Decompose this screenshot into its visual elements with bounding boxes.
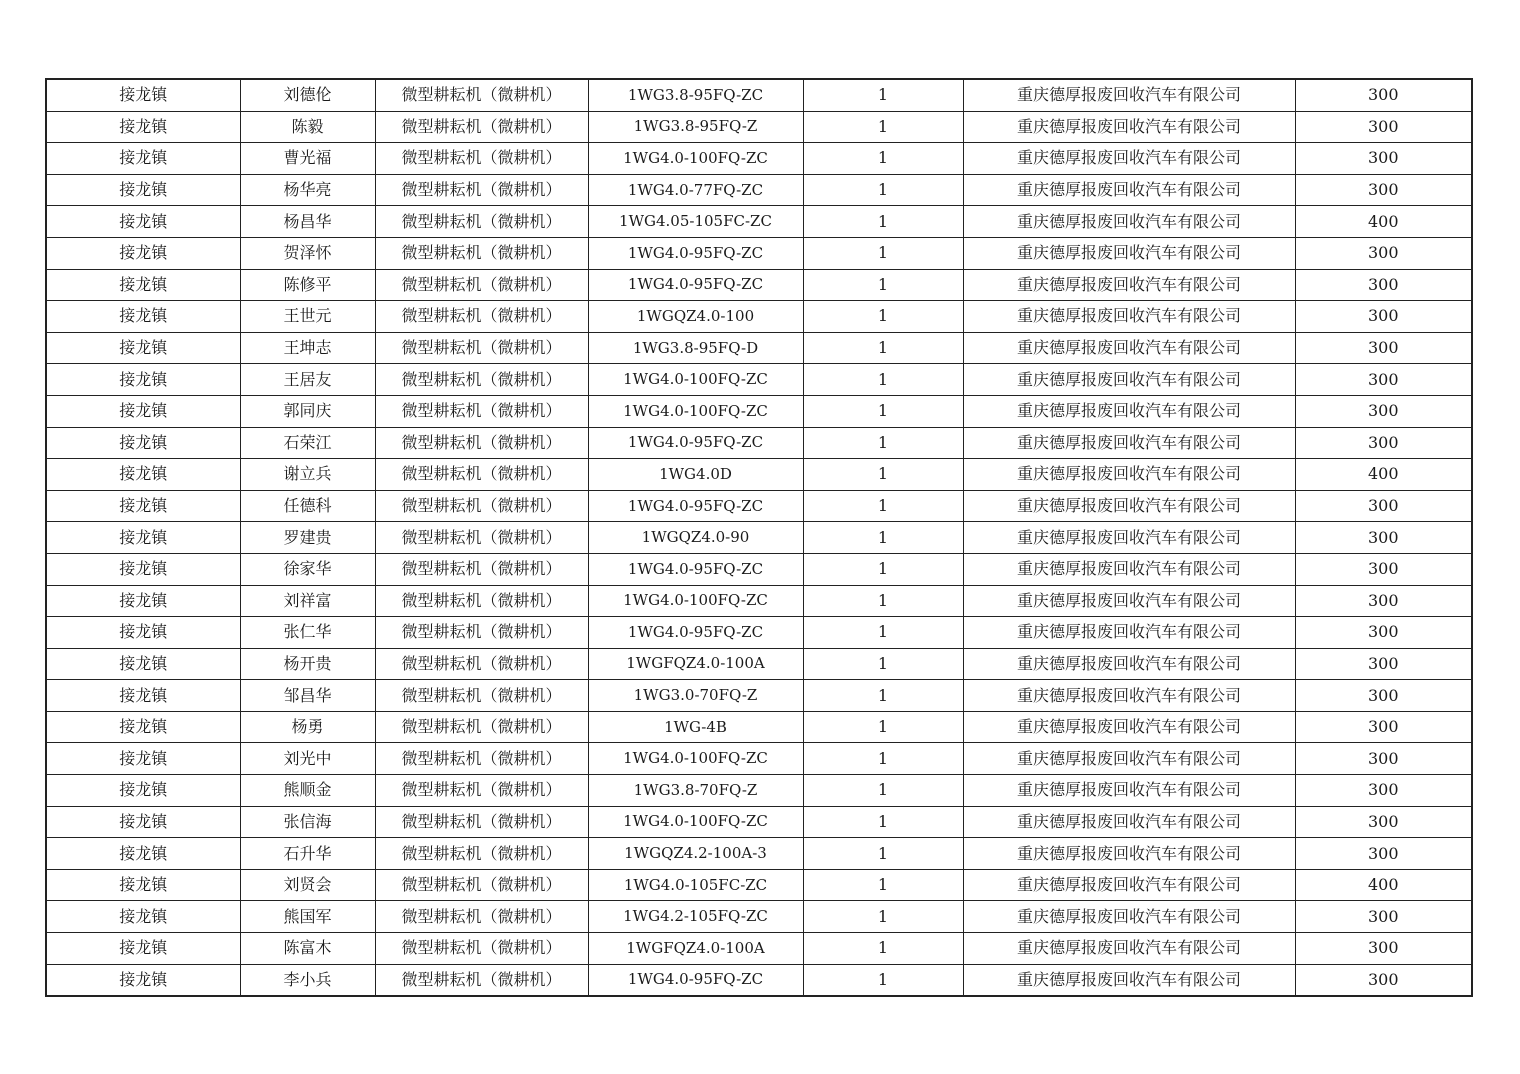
amount-cell: 300 xyxy=(1295,680,1472,712)
company-cell: 重庆德厚报废回收汽车有限公司 xyxy=(963,617,1295,649)
town-cell: 接龙镇 xyxy=(46,79,240,111)
quantity-cell: 1 xyxy=(803,490,963,522)
company-cell: 重庆德厚报废回收汽车有限公司 xyxy=(963,869,1295,901)
name-cell: 罗建贵 xyxy=(240,522,375,554)
machine-type-cell: 微型耕耘机（微耕机） xyxy=(375,522,588,554)
model-cell: 1WG4.0-95FQ-ZC xyxy=(588,269,803,301)
town-cell: 接龙镇 xyxy=(46,553,240,585)
model-cell: 1WGFQZ4.0-100A xyxy=(588,648,803,680)
model-cell: 1WG4.0-100FQ-ZC xyxy=(588,364,803,396)
amount-cell: 300 xyxy=(1295,332,1472,364)
table-row xyxy=(46,143,1472,175)
company-cell: 重庆德厚报废回收汽车有限公司 xyxy=(963,964,1295,996)
model-cell: 1WG4.2-105FQ-ZC xyxy=(588,901,803,933)
quantity-cell: 1 xyxy=(803,680,963,712)
town-cell: 接龙镇 xyxy=(46,648,240,680)
table-row xyxy=(46,332,1472,364)
quantity-cell: 1 xyxy=(803,964,963,996)
model-cell: 1WG4.0-95FQ-ZC xyxy=(588,553,803,585)
company-cell: 重庆德厚报废回收汽车有限公司 xyxy=(963,775,1295,807)
table-row xyxy=(46,79,1472,111)
model-cell: 1WG4.0-95FQ-ZC xyxy=(588,964,803,996)
model-cell: 1WG3.8-95FQ-D xyxy=(588,332,803,364)
town-cell: 接龙镇 xyxy=(46,522,240,554)
machine-type-cell: 微型耕耘机（微耕机） xyxy=(375,79,588,111)
quantity-cell: 1 xyxy=(803,237,963,269)
model-cell: 1WG3.8-70FQ-Z xyxy=(588,775,803,807)
town-cell: 接龙镇 xyxy=(46,933,240,965)
town-cell: 接龙镇 xyxy=(46,206,240,238)
name-cell: 贺泽怀 xyxy=(240,237,375,269)
name-cell: 张信海 xyxy=(240,806,375,838)
machine-type-cell: 微型耕耘机（微耕机） xyxy=(375,111,588,143)
quantity-cell: 1 xyxy=(803,395,963,427)
name-cell: 郭同庆 xyxy=(240,395,375,427)
machine-type-cell: 微型耕耘机（微耕机） xyxy=(375,206,588,238)
town-cell: 接龙镇 xyxy=(46,301,240,333)
machine-type-cell: 微型耕耘机（微耕机） xyxy=(375,364,588,396)
company-cell: 重庆德厚报废回收汽车有限公司 xyxy=(963,648,1295,680)
amount-cell: 300 xyxy=(1295,901,1472,933)
amount-cell: 300 xyxy=(1295,174,1472,206)
company-cell: 重庆德厚报废回收汽车有限公司 xyxy=(963,174,1295,206)
machine-type-cell: 微型耕耘机（微耕机） xyxy=(375,459,588,491)
town-cell: 接龙镇 xyxy=(46,427,240,459)
name-cell: 李小兵 xyxy=(240,964,375,996)
amount-cell: 300 xyxy=(1295,79,1472,111)
model-cell: 1WG3.0-70FQ-Z xyxy=(588,680,803,712)
model-cell: 1WG4.0-95FQ-ZC xyxy=(588,617,803,649)
table-row xyxy=(46,206,1472,238)
town-cell: 接龙镇 xyxy=(46,617,240,649)
machine-type-cell: 微型耕耘机（微耕机） xyxy=(375,395,588,427)
machine-type-cell: 微型耕耘机（微耕机） xyxy=(375,933,588,965)
quantity-cell: 1 xyxy=(803,838,963,870)
machine-type-cell: 微型耕耘机（微耕机） xyxy=(375,143,588,175)
company-cell: 重庆德厚报废回收汽车有限公司 xyxy=(963,143,1295,175)
quantity-cell: 1 xyxy=(803,143,963,175)
town-cell: 接龙镇 xyxy=(46,143,240,175)
model-cell: 1WG4.0-77FQ-ZC xyxy=(588,174,803,206)
amount-cell: 300 xyxy=(1295,490,1472,522)
quantity-cell: 1 xyxy=(803,206,963,238)
name-cell: 刘贤会 xyxy=(240,869,375,901)
table-row xyxy=(46,711,1472,743)
quantity-cell: 1 xyxy=(803,775,963,807)
model-cell: 1WG4.0-100FQ-ZC xyxy=(588,143,803,175)
company-cell: 重庆德厚报废回收汽车有限公司 xyxy=(963,427,1295,459)
model-cell: 1WG4.0-100FQ-ZC xyxy=(588,806,803,838)
amount-cell: 400 xyxy=(1295,459,1472,491)
name-cell: 杨勇 xyxy=(240,711,375,743)
name-cell: 曹光福 xyxy=(240,143,375,175)
quantity-cell: 1 xyxy=(803,617,963,649)
model-cell: 1WG3.8-95FQ-Z xyxy=(588,111,803,143)
name-cell: 刘德伦 xyxy=(240,79,375,111)
table-row xyxy=(46,237,1472,269)
name-cell: 熊国军 xyxy=(240,901,375,933)
town-cell: 接龙镇 xyxy=(46,237,240,269)
quantity-cell: 1 xyxy=(803,806,963,838)
machine-type-cell: 微型耕耘机（微耕机） xyxy=(375,806,588,838)
company-cell: 重庆德厚报废回收汽车有限公司 xyxy=(963,711,1295,743)
model-cell: 1WGQZ4.0-100 xyxy=(588,301,803,333)
town-cell: 接龙镇 xyxy=(46,838,240,870)
model-cell: 1WG4.0-95FQ-ZC xyxy=(588,427,803,459)
table-row xyxy=(46,838,1472,870)
table-row xyxy=(46,806,1472,838)
amount-cell: 300 xyxy=(1295,111,1472,143)
machine-type-cell: 微型耕耘机（微耕机） xyxy=(375,301,588,333)
quantity-cell: 1 xyxy=(803,648,963,680)
town-cell: 接龙镇 xyxy=(46,585,240,617)
table-row xyxy=(46,869,1472,901)
table-row xyxy=(46,522,1472,554)
name-cell: 邹昌华 xyxy=(240,680,375,712)
company-cell: 重庆德厚报废回收汽车有限公司 xyxy=(963,743,1295,775)
name-cell: 刘光中 xyxy=(240,743,375,775)
table-row xyxy=(46,775,1472,807)
company-cell: 重庆德厚报废回收汽车有限公司 xyxy=(963,269,1295,301)
name-cell: 陈富木 xyxy=(240,933,375,965)
model-cell: 1WG4.0D xyxy=(588,459,803,491)
name-cell: 徐家华 xyxy=(240,553,375,585)
name-cell: 王坤志 xyxy=(240,332,375,364)
amount-cell: 300 xyxy=(1295,301,1472,333)
amount-cell: 300 xyxy=(1295,143,1472,175)
table-row xyxy=(46,490,1472,522)
quantity-cell: 1 xyxy=(803,933,963,965)
town-cell: 接龙镇 xyxy=(46,869,240,901)
amount-cell: 400 xyxy=(1295,206,1472,238)
name-cell: 谢立兵 xyxy=(240,459,375,491)
town-cell: 接龙镇 xyxy=(46,680,240,712)
company-cell: 重庆德厚报废回收汽车有限公司 xyxy=(963,806,1295,838)
company-cell: 重庆德厚报废回收汽车有限公司 xyxy=(963,553,1295,585)
quantity-cell: 1 xyxy=(803,459,963,491)
model-cell: 1WG4.0-105FC-ZC xyxy=(588,869,803,901)
town-cell: 接龙镇 xyxy=(46,775,240,807)
amount-cell: 300 xyxy=(1295,364,1472,396)
quantity-cell: 1 xyxy=(803,269,963,301)
amount-cell: 300 xyxy=(1295,237,1472,269)
machine-type-cell: 微型耕耘机（微耕机） xyxy=(375,237,588,269)
table-row xyxy=(46,301,1472,333)
machine-type-cell: 微型耕耘机（微耕机） xyxy=(375,869,588,901)
quantity-cell: 1 xyxy=(803,427,963,459)
name-cell: 任德科 xyxy=(240,490,375,522)
table-body xyxy=(46,79,1472,996)
table-row xyxy=(46,174,1472,206)
machine-type-cell: 微型耕耘机（微耕机） xyxy=(375,174,588,206)
machine-type-cell: 微型耕耘机（微耕机） xyxy=(375,680,588,712)
amount-cell: 300 xyxy=(1295,838,1472,870)
machine-type-cell: 微型耕耘机（微耕机） xyxy=(375,838,588,870)
company-cell: 重庆德厚报废回收汽车有限公司 xyxy=(963,111,1295,143)
name-cell: 熊顺金 xyxy=(240,775,375,807)
amount-cell: 300 xyxy=(1295,617,1472,649)
town-cell: 接龙镇 xyxy=(46,364,240,396)
company-cell: 重庆德厚报废回收汽车有限公司 xyxy=(963,490,1295,522)
company-cell: 重庆德厚报废回收汽车有限公司 xyxy=(963,364,1295,396)
table-row xyxy=(46,743,1472,775)
company-cell: 重庆德厚报废回收汽车有限公司 xyxy=(963,206,1295,238)
model-cell: 1WG-4B xyxy=(588,711,803,743)
machine-type-cell: 微型耕耘机（微耕机） xyxy=(375,490,588,522)
table-row xyxy=(46,553,1472,585)
table-row xyxy=(46,459,1472,491)
town-cell: 接龙镇 xyxy=(46,111,240,143)
quantity-cell: 1 xyxy=(803,79,963,111)
quantity-cell: 1 xyxy=(803,111,963,143)
table-row xyxy=(46,933,1472,965)
town-cell: 接龙镇 xyxy=(46,459,240,491)
town-cell: 接龙镇 xyxy=(46,806,240,838)
town-cell: 接龙镇 xyxy=(46,490,240,522)
company-cell: 重庆德厚报废回收汽车有限公司 xyxy=(963,838,1295,870)
company-cell: 重庆德厚报废回收汽车有限公司 xyxy=(963,301,1295,333)
amount-cell: 300 xyxy=(1295,648,1472,680)
amount-cell: 300 xyxy=(1295,775,1472,807)
machine-type-cell: 微型耕耘机（微耕机） xyxy=(375,743,588,775)
name-cell: 杨华亮 xyxy=(240,174,375,206)
table-row xyxy=(46,395,1472,427)
machine-type-cell: 微型耕耘机（微耕机） xyxy=(375,775,588,807)
quantity-cell: 1 xyxy=(803,901,963,933)
machine-type-cell: 微型耕耘机（微耕机） xyxy=(375,617,588,649)
quantity-cell: 1 xyxy=(803,301,963,333)
town-cell: 接龙镇 xyxy=(46,269,240,301)
machine-type-cell: 微型耕耘机（微耕机） xyxy=(375,427,588,459)
amount-cell: 300 xyxy=(1295,553,1472,585)
table-row xyxy=(46,427,1472,459)
amount-cell: 300 xyxy=(1295,269,1472,301)
amount-cell: 300 xyxy=(1295,964,1472,996)
table-row xyxy=(46,648,1472,680)
quantity-cell: 1 xyxy=(803,743,963,775)
model-cell: 1WGFQZ4.0-100A xyxy=(588,933,803,965)
company-cell: 重庆德厚报废回收汽车有限公司 xyxy=(963,680,1295,712)
name-cell: 刘祥富 xyxy=(240,585,375,617)
machine-type-cell: 微型耕耘机（微耕机） xyxy=(375,964,588,996)
quantity-cell: 1 xyxy=(803,522,963,554)
name-cell: 石荣江 xyxy=(240,427,375,459)
machine-type-cell: 微型耕耘机（微耕机） xyxy=(375,332,588,364)
amount-cell: 300 xyxy=(1295,522,1472,554)
model-cell: 1WGQZ4.0-90 xyxy=(588,522,803,554)
table-row xyxy=(46,269,1472,301)
company-cell: 重庆德厚报废回收汽车有限公司 xyxy=(963,395,1295,427)
amount-cell: 300 xyxy=(1295,933,1472,965)
machine-type-cell: 微型耕耘机（微耕机） xyxy=(375,553,588,585)
quantity-cell: 1 xyxy=(803,869,963,901)
model-cell: 1WG4.05-105FC-ZC xyxy=(588,206,803,238)
name-cell: 杨开贵 xyxy=(240,648,375,680)
model-cell: 1WG4.0-95FQ-ZC xyxy=(588,490,803,522)
subsidy-table xyxy=(45,78,1473,997)
company-cell: 重庆德厚报废回收汽车有限公司 xyxy=(963,332,1295,364)
model-cell: 1WG4.0-100FQ-ZC xyxy=(588,585,803,617)
model-cell: 1WGQZ4.2-100A-3 xyxy=(588,838,803,870)
quantity-cell: 1 xyxy=(803,585,963,617)
model-cell: 1WG4.0-100FQ-ZC xyxy=(588,743,803,775)
table-row xyxy=(46,964,1472,996)
company-cell: 重庆德厚报废回收汽车有限公司 xyxy=(963,237,1295,269)
town-cell: 接龙镇 xyxy=(46,743,240,775)
name-cell: 王居友 xyxy=(240,364,375,396)
table-row xyxy=(46,111,1472,143)
machine-type-cell: 微型耕耘机（微耕机） xyxy=(375,269,588,301)
amount-cell: 300 xyxy=(1295,427,1472,459)
amount-cell: 300 xyxy=(1295,585,1472,617)
machine-type-cell: 微型耕耘机（微耕机） xyxy=(375,585,588,617)
model-cell: 1WG3.8-95FQ-ZC xyxy=(588,79,803,111)
town-cell: 接龙镇 xyxy=(46,711,240,743)
town-cell: 接龙镇 xyxy=(46,395,240,427)
model-cell: 1WG4.0-95FQ-ZC xyxy=(588,237,803,269)
company-cell: 重庆德厚报废回收汽车有限公司 xyxy=(963,585,1295,617)
name-cell: 陈毅 xyxy=(240,111,375,143)
town-cell: 接龙镇 xyxy=(46,964,240,996)
name-cell: 陈修平 xyxy=(240,269,375,301)
amount-cell: 300 xyxy=(1295,806,1472,838)
company-cell: 重庆德厚报废回收汽车有限公司 xyxy=(963,459,1295,491)
name-cell: 王世元 xyxy=(240,301,375,333)
quantity-cell: 1 xyxy=(803,711,963,743)
amount-cell: 300 xyxy=(1295,395,1472,427)
amount-cell: 300 xyxy=(1295,711,1472,743)
table-row xyxy=(46,680,1472,712)
table-row xyxy=(46,585,1472,617)
name-cell: 张仁华 xyxy=(240,617,375,649)
company-cell: 重庆德厚报废回收汽车有限公司 xyxy=(963,79,1295,111)
table-row xyxy=(46,901,1472,933)
company-cell: 重庆德厚报废回收汽车有限公司 xyxy=(963,522,1295,554)
table-row xyxy=(46,364,1472,396)
town-cell: 接龙镇 xyxy=(46,174,240,206)
model-cell: 1WG4.0-100FQ-ZC xyxy=(588,395,803,427)
company-cell: 重庆德厚报废回收汽车有限公司 xyxy=(963,901,1295,933)
machine-type-cell: 微型耕耘机（微耕机） xyxy=(375,648,588,680)
amount-cell: 400 xyxy=(1295,869,1472,901)
town-cell: 接龙镇 xyxy=(46,332,240,364)
quantity-cell: 1 xyxy=(803,174,963,206)
quantity-cell: 1 xyxy=(803,332,963,364)
quantity-cell: 1 xyxy=(803,364,963,396)
amount-cell: 300 xyxy=(1295,743,1472,775)
machine-type-cell: 微型耕耘机（微耕机） xyxy=(375,711,588,743)
name-cell: 石升华 xyxy=(240,838,375,870)
name-cell: 杨昌华 xyxy=(240,206,375,238)
machine-type-cell: 微型耕耘机（微耕机） xyxy=(375,901,588,933)
table-row xyxy=(46,617,1472,649)
quantity-cell: 1 xyxy=(803,553,963,585)
company-cell: 重庆德厚报废回收汽车有限公司 xyxy=(963,933,1295,965)
town-cell: 接龙镇 xyxy=(46,901,240,933)
